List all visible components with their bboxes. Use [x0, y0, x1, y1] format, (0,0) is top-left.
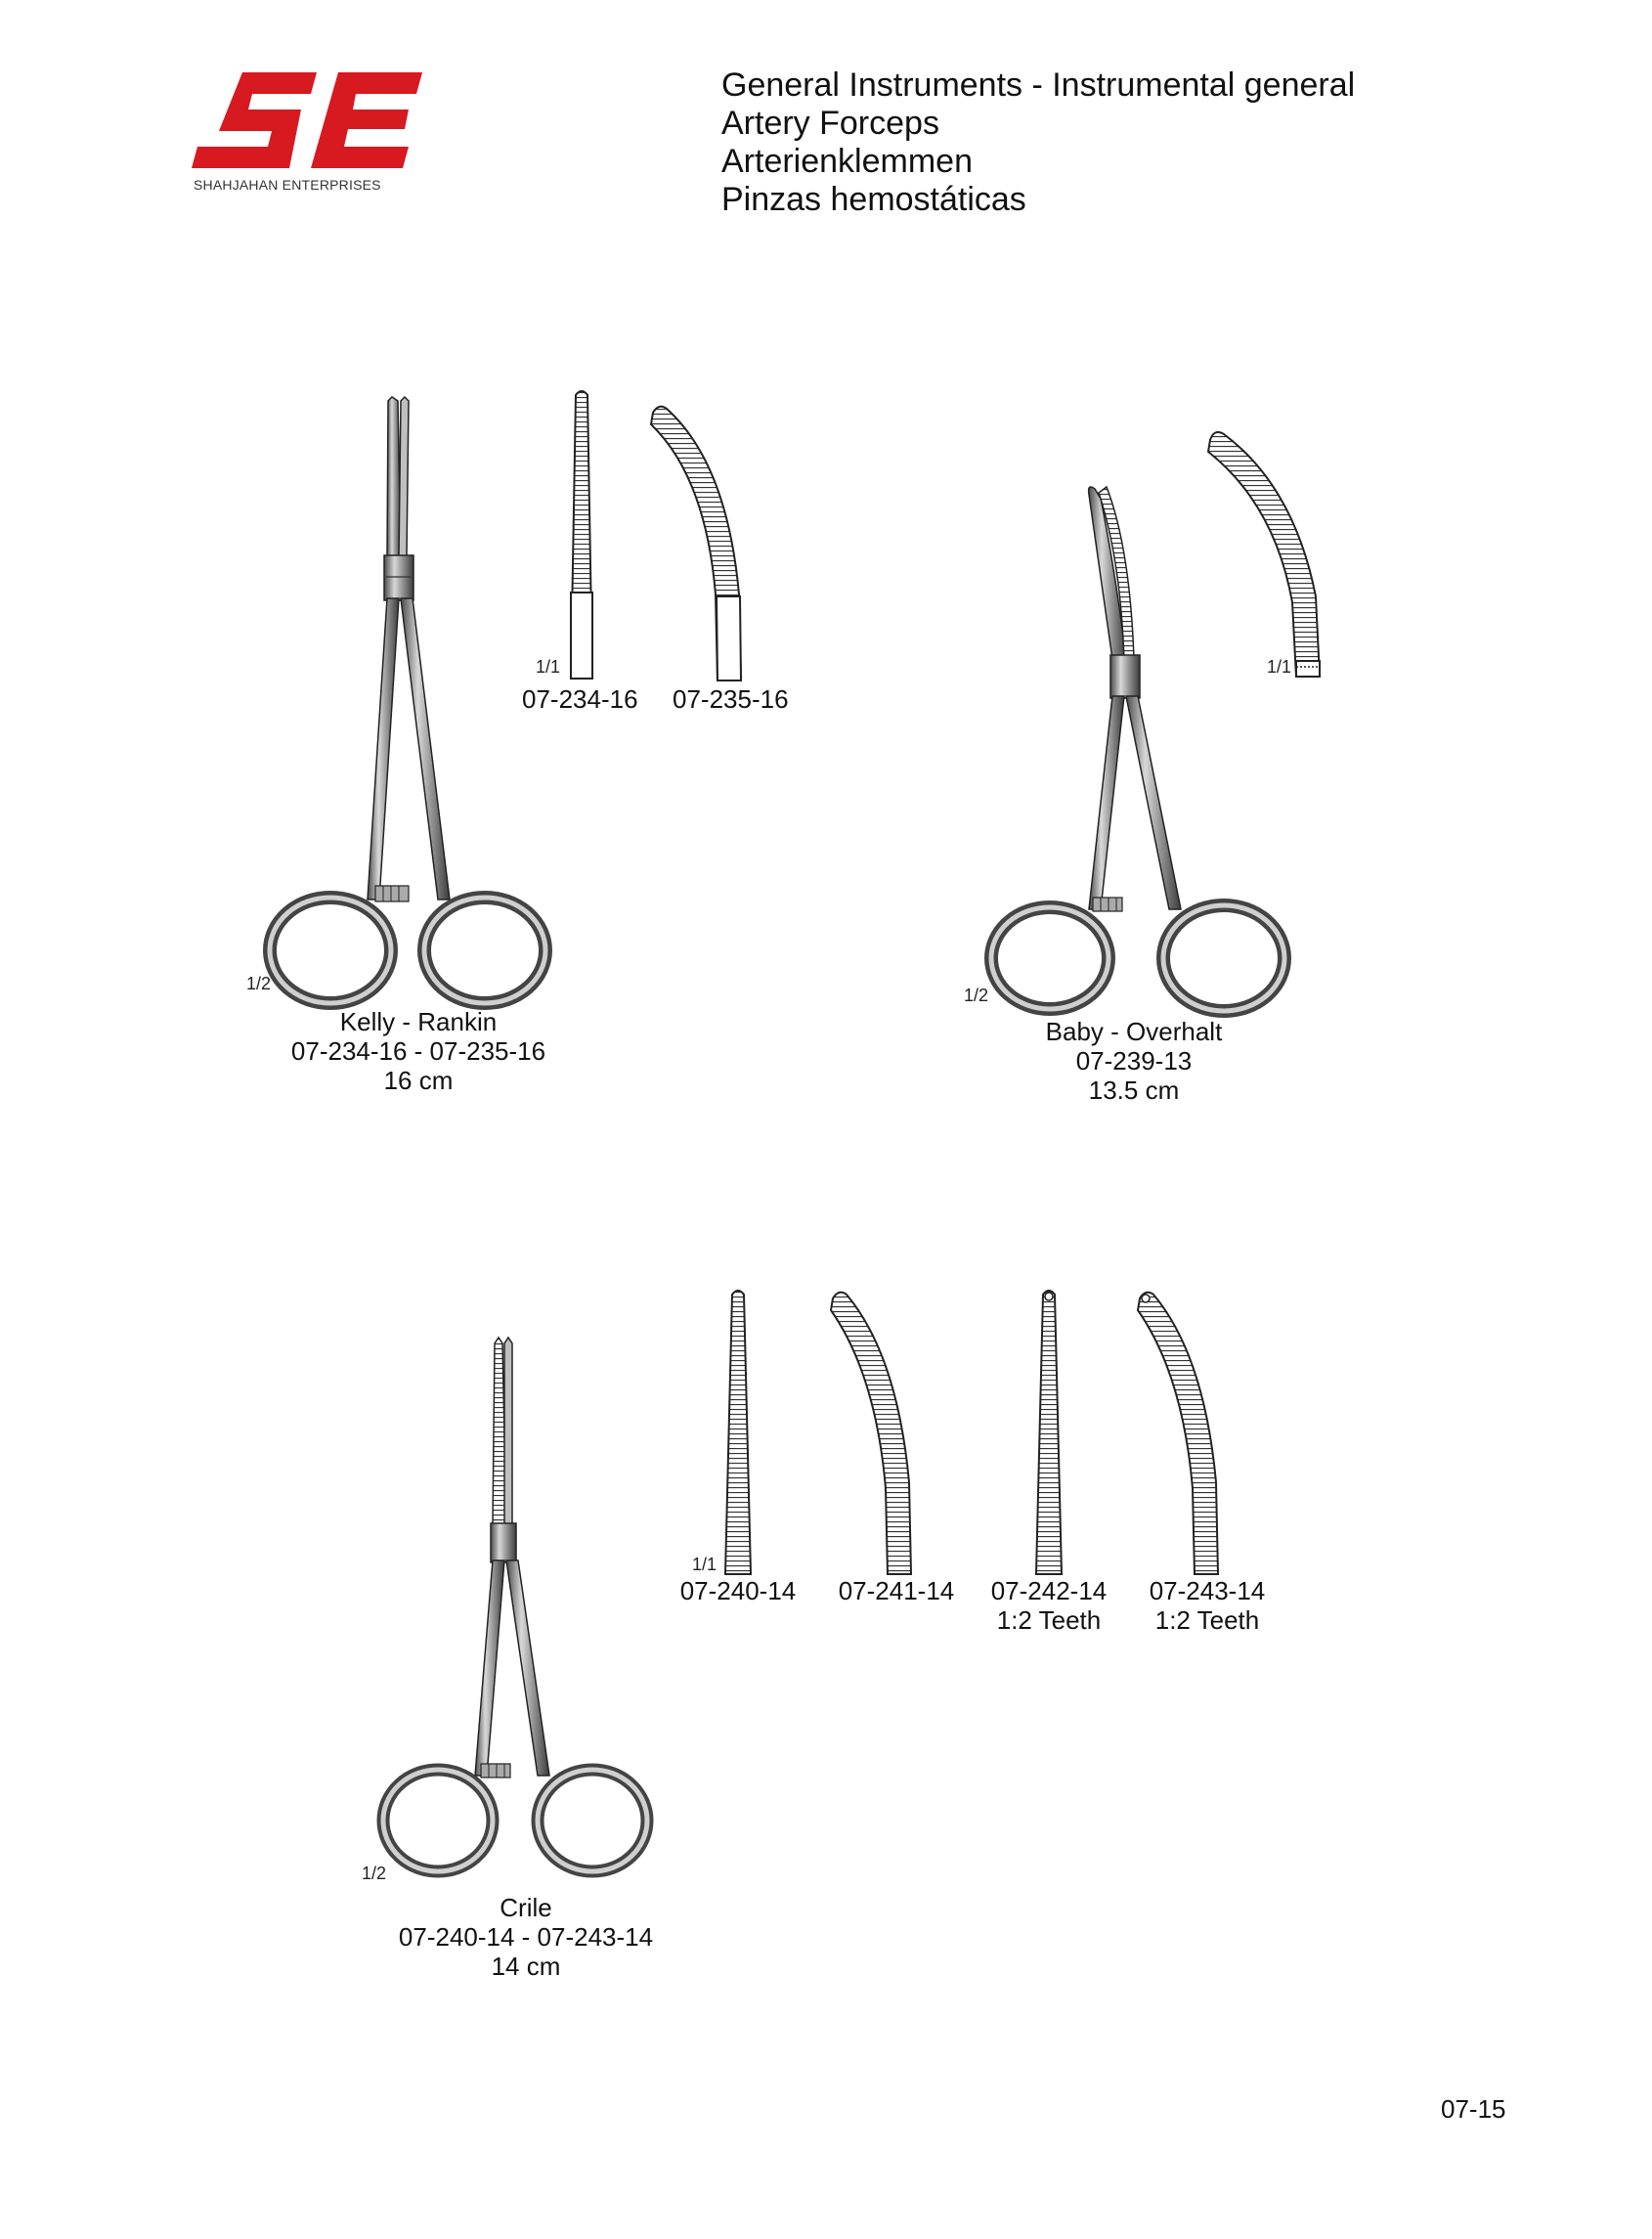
logo-mark-icon [192, 72, 426, 180]
crile-caption [330, 1893, 721, 1981]
kelly-caption [223, 1007, 614, 1095]
baby-scale: 1/2 [964, 986, 989, 1005]
crile-tip-label-3 [985, 1576, 1112, 1635]
baby-caption [938, 1017, 1329, 1105]
kelly-tip-code-1: 07-234-16 [522, 684, 638, 714]
crile-size: 14 cm [491, 1952, 561, 1981]
crile-tip-note-3: 1:2 Teeth [996, 1605, 1102, 1635]
kelly-name: Kelly - Rankin [339, 1007, 498, 1036]
kelly-scale: 1/2 [246, 974, 272, 993]
crile-tip-label-4 [1144, 1576, 1271, 1635]
baby-size: 13.5 cm [1088, 1076, 1180, 1105]
kelly-tip-code-2: 07-235-16 [673, 684, 789, 714]
baby-codes: 07-239-13 [1075, 1046, 1193, 1076]
crile-codes: 07-240-14 - 07-243-14 [398, 1922, 654, 1952]
crile-tip-note-4: 1:2 Teeth [1154, 1605, 1260, 1635]
baby-name: Baby - Overhalt [1045, 1017, 1223, 1046]
header-title: General Instruments - Instrumental general [721, 66, 1356, 104]
crile-tip-1-illustration [721, 1287, 755, 1580]
crile-tip-2-illustration [829, 1287, 936, 1580]
crile-tip-code-1: 07-240-14 [679, 1576, 797, 1605]
crile-tips-scale: 1/1 [692, 1555, 717, 1574]
crile-tip-4-illustration [1136, 1287, 1243, 1580]
crile-tip-3-illustration [1032, 1287, 1065, 1580]
kelly-curved-tip-illustration [645, 399, 772, 692]
logo-company-name: SHAHJAHAN ENTERPRISES [194, 177, 381, 193]
crile-tip-code-4: 07-243-14 [1149, 1576, 1266, 1605]
crile-forceps-illustration [377, 1334, 661, 1881]
page-number: 07-15 [1441, 2094, 1506, 2124]
baby-curved-tip-illustration [1204, 426, 1331, 690]
crile-scale: 1/2 [362, 1864, 387, 1883]
baby-tips-scale: 1/1 [1267, 657, 1292, 677]
company-logo [192, 72, 426, 199]
crile-name: Crile [500, 1893, 552, 1922]
kelly-tips-scale: 1/1 [536, 657, 561, 677]
header-subtitle-de: Arterienklemmen [721, 143, 973, 180]
crile-tip-label-2 [833, 1576, 960, 1605]
kelly-straight-tip-illustration [567, 387, 596, 680]
kelly-size: 16 cm [383, 1066, 454, 1095]
crile-tip-code-2: 07-241-14 [838, 1576, 955, 1605]
header-subtitle-en: Artery Forceps [721, 105, 939, 142]
kelly-codes: 07-234-16 - 07-235-16 [290, 1036, 546, 1066]
crile-tip-code-3: 07-242-14 [990, 1576, 1108, 1605]
page-header [721, 66, 1355, 219]
header-subtitle-es: Pinzas hemostáticas [721, 181, 1026, 218]
crile-tip-label-1 [674, 1576, 802, 1605]
